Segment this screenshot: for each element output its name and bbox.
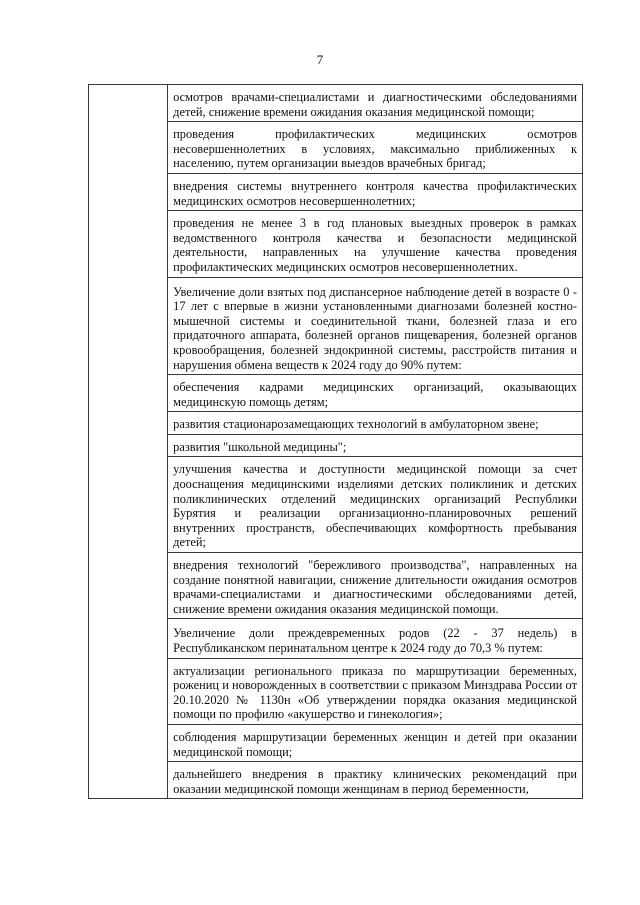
measures-cell [168,85,583,799]
measure-paragraph: внедрения системы внутреннего контроля качества профилактических медицинских осмотров несовершеннолетних; [168,174,582,211]
measure-paragraph: развития стационарозамещающих технологий в амбулаторном звене; [168,412,582,435]
measure-paragraph: актуализации регионального приказа по маршрутизации беременных, рожениц и новорожденных в соответствии с приказом Минздрава России от 20.10.2020 № 1130н «Об утверждении порядка оказания медицинской помощи по профилю «акушерство и гинекология»; [168,659,582,725]
measure-paragraph: осмотров врачами-специалистами и диагностическими обследованиями детей, снижение времени ожидания оказания медицинской помощи; [168,85,582,122]
measure-paragraph: проведения не менее 3 в год плановых выездных проверок в рамках ведомственного контроля качества и безопасности медицинской деятельности, направленных на улучшение качества проведения профилактических медицинских осмотров несовершеннолетних. [168,211,582,277]
measure-paragraph: внедрения технологий "бережливого производства", направленных на создание понятной навигации, снижение длительности ожидания осмотров врачами-специалистами и диагностическими обследованиями детей, снижение времени ожидания оказания медицинской помощи. [168,553,582,619]
measures-table [88,84,583,799]
goal-paragraph: Увеличение доли преждевременных родов (22 - 37 недель) в Республиканском перинатальном центре к 2024 году до 70,3 % путем: [168,619,582,658]
measure-paragraph: обеспечения кадрами медицинских организаций, оказывающих медицинскую помощь детям; [168,375,582,412]
measure-paragraph: соблюдения маршрутизации беременных женщин и детей при оказании медицинской помощи; [168,725,582,762]
empty-left-cell [89,85,168,799]
page-number: 7 [316,52,324,67]
measure-paragraph: дальнейшего внедрения в практику клинических рекомендаций при оказании медицинской помощи женщинам в период беременности, [173,767,577,796]
measure-paragraph: развития "школьной медицины"; [168,435,582,458]
measure-paragraph: проведения профилактических медицинских осмотров несовершеннолетних в условиях, максимально приближенных к населению, путем организации выездов врачебных бригад; [168,122,582,174]
table-row [89,85,583,799]
goal-paragraph: Увеличение доли взятых под диспансерное наблюдение детей в возрасте 0 - 17 лет с впервые в жизни установленными диагнозами болезней костно-мышечной системы и соединительной ткани, болезней глаза и его придаточного аппарата, болезней органов пищеварения, болезней органов кровообращения, болезней эндокринной системы, расстройств питания и нарушения обмена веществ к 2024 году до 90% путем: [168,278,582,376]
measure-paragraph: улучшения качества и доступности медицинской помощи за счет дооснащения медицинскими изделиями детских поликлиник и детских поликлинических отделений медицинских организаций Республики Бурятия и реализации организационно-планировочных решений внутренних пространств, обеспечивающих комфортность пребывания детей; [168,457,582,553]
